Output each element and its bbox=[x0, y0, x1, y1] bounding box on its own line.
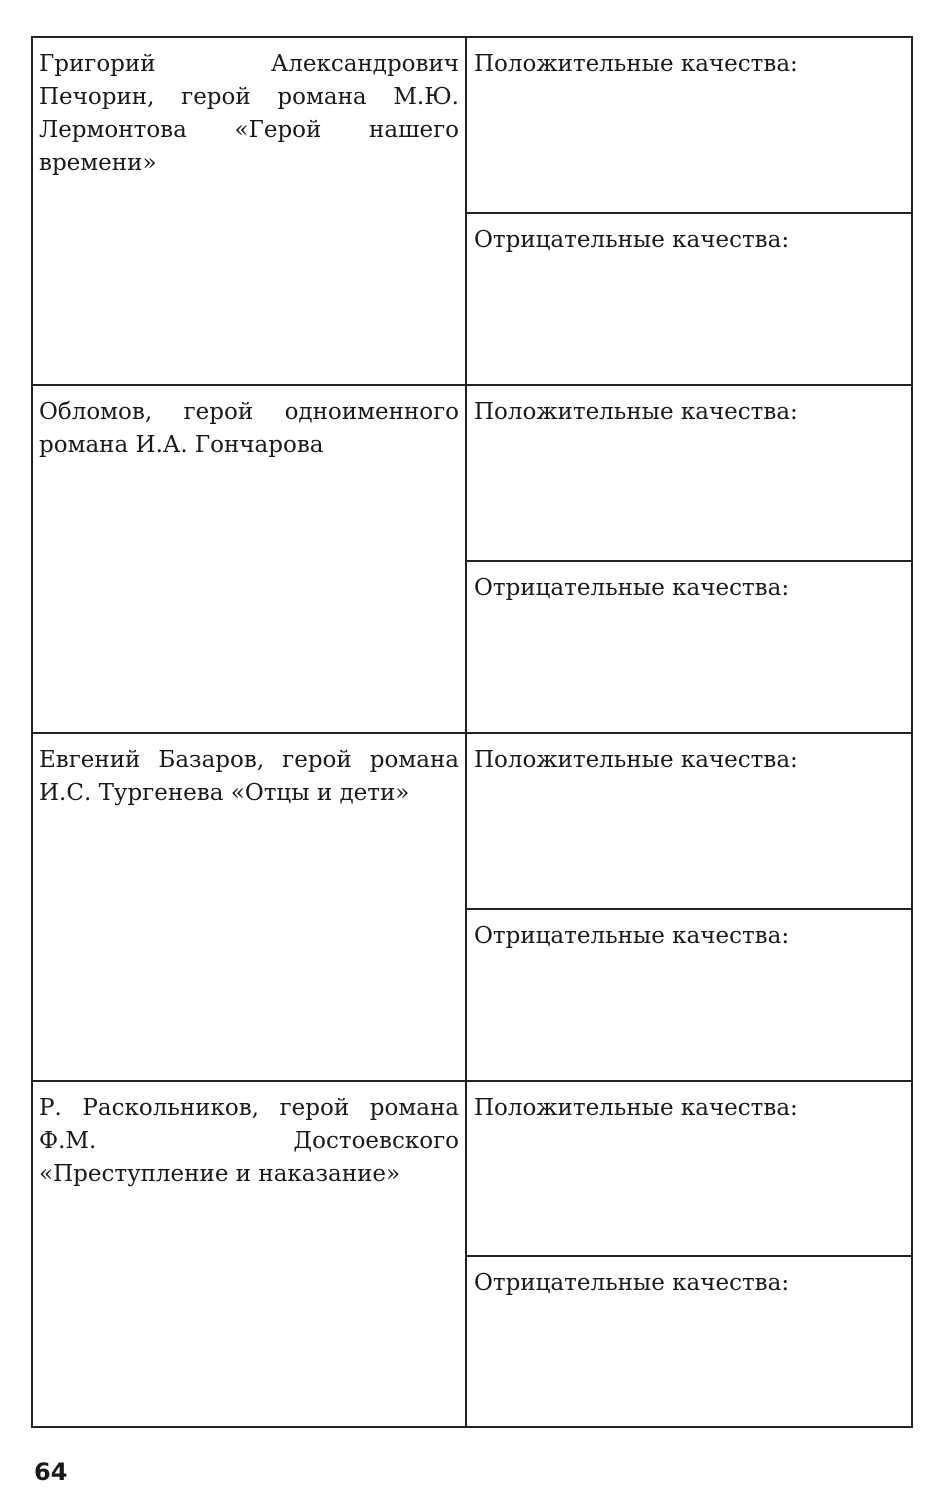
positive-qualities-cell[interactable] bbox=[467, 1082, 911, 1255]
negative-qualities-label: Отрицательные качества: bbox=[474, 575, 790, 601]
table-row bbox=[33, 384, 911, 734]
hero-description: Григорий Александрович Печорин, герой романа М.Ю. Лермонтова «Герой нашего времени» bbox=[39, 51, 459, 176]
negative-qualities-cell[interactable] bbox=[467, 908, 911, 1082]
hero-cell bbox=[33, 38, 467, 386]
hero-cell bbox=[33, 386, 467, 734]
qualities-column bbox=[467, 734, 911, 1082]
positive-qualities-cell[interactable] bbox=[467, 386, 911, 560]
positive-qualities-cell[interactable] bbox=[467, 734, 911, 908]
positive-qualities-cell[interactable] bbox=[467, 38, 911, 212]
hero-description: Обломов, герой одноименного романа И.А. Гончарова bbox=[39, 399, 459, 458]
table-row bbox=[33, 38, 911, 386]
positive-qualities-label: Положительные качества: bbox=[474, 399, 798, 425]
hero-cell bbox=[33, 1082, 467, 1428]
negative-qualities-label: Отрицательные качества: bbox=[474, 1270, 790, 1296]
negative-qualities-label: Отрицательные качества: bbox=[474, 923, 790, 949]
qualities-column bbox=[467, 386, 911, 734]
negative-qualities-cell[interactable] bbox=[467, 212, 911, 386]
positive-qualities-label: Положительные качества: bbox=[474, 747, 798, 773]
hero-cell bbox=[33, 734, 467, 1082]
negative-qualities-cell[interactable] bbox=[467, 1255, 911, 1428]
characters-table bbox=[31, 36, 913, 1428]
negative-qualities-cell[interactable] bbox=[467, 560, 911, 734]
qualities-column bbox=[467, 1082, 911, 1428]
table-row bbox=[33, 1080, 911, 1428]
page-number: 64 bbox=[34, 1458, 68, 1486]
positive-qualities-label: Положительные качества: bbox=[474, 51, 798, 77]
hero-description: Евгений Базаров, герой романа И.С. Тургенева «Отцы и дети» bbox=[39, 747, 459, 806]
qualities-column bbox=[467, 38, 911, 386]
table-row bbox=[33, 732, 911, 1082]
positive-qualities-label: Положительные качества: bbox=[474, 1095, 798, 1121]
negative-qualities-label: Отрицательные качества: bbox=[474, 227, 790, 253]
hero-description: Р. Раскольников, герой романа Ф.М. Достоевского «Преступление и наказание» bbox=[39, 1095, 459, 1187]
